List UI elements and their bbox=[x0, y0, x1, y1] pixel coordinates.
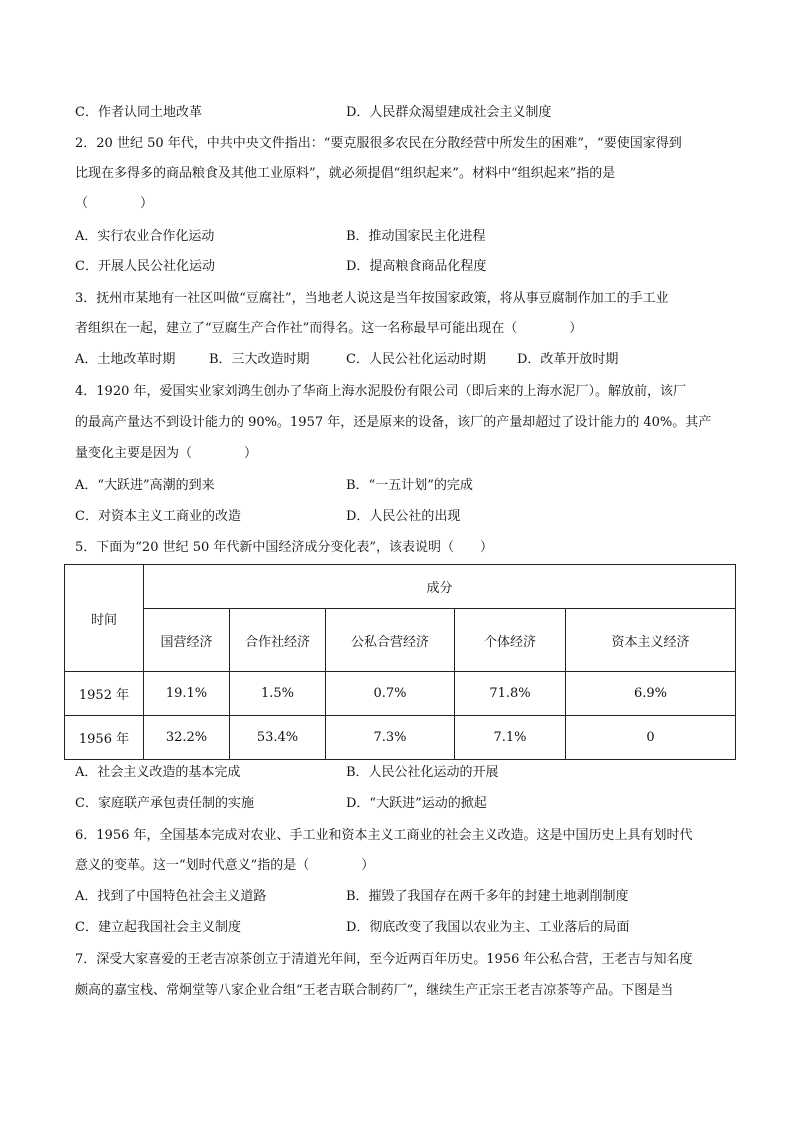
table-cell-year: 1952 年 bbox=[65, 672, 144, 716]
table-cell: 6.9% bbox=[566, 672, 736, 716]
q4-option-a: A．“大跃进”高潮的到来 bbox=[75, 478, 215, 493]
q2-stem-line2: 比现在多得多的商品粮食及其他工业原料”，就必须提倡“组织起来”。材料中“组织起来”指的是 bbox=[75, 166, 616, 181]
table-header-group: 成分 bbox=[144, 565, 736, 609]
table-col-header: 国营经济 bbox=[144, 609, 230, 672]
table-row bbox=[65, 672, 736, 716]
table-cell-year: 1956 年 bbox=[65, 716, 144, 760]
q1-option-c: C．作者认同土地改革 bbox=[75, 105, 202, 120]
q5-option-c: C．家庭联产承包责任制的实施 bbox=[75, 796, 254, 811]
q3-option-a: A．土地改革时期 bbox=[75, 352, 176, 367]
q3-option-c: C．人民公社化运动时期 bbox=[346, 352, 486, 367]
q2-option-a: A．实行农业合作化运动 bbox=[75, 229, 215, 244]
q2-option-c: C．开展人民公社化运动 bbox=[75, 259, 215, 274]
table-col-header: 资本主义经济 bbox=[566, 609, 736, 672]
table-row bbox=[65, 716, 736, 760]
q2-stem-line1: 2．20 世纪 50 年代，中共中央文件指出：“要克服很多农民在分散经营中所发生的困难”，“要使国家得到 bbox=[75, 136, 682, 151]
table-cell: 32.2% bbox=[144, 716, 230, 760]
table-cell: 71.8% bbox=[455, 672, 566, 716]
q6-stem-line1: 6．1956 年，全国基本完成对农业、手工业和资本主义工商业的社会主义改造。这是中国历史上具有划时代 bbox=[75, 828, 693, 843]
table-col-header: 个体经济 bbox=[455, 609, 566, 672]
table-cell: 0 bbox=[566, 716, 736, 760]
q3-option-d: D．改革开放时期 bbox=[517, 352, 619, 367]
economy-composition-table bbox=[64, 564, 736, 760]
q5-option-d: D．“大跃进”运动的掀起 bbox=[346, 796, 487, 811]
q6-option-a: A．找到了中国特色社会主义道路 bbox=[75, 889, 267, 904]
table-cell: 7.3% bbox=[326, 716, 455, 760]
q3-stem-line1: 3．抚州市某地有一社区叫做“豆腐社”，当地老人说这是当年按国家政策，将从事豆腐制作加工的手工业 bbox=[75, 291, 669, 306]
q3-option-b: B．三大改造时期 bbox=[209, 352, 310, 367]
table-col-header: 公私合营经济 bbox=[326, 609, 455, 672]
q6-stem-line2: 意义的变革。这一“划时代意义”指的是（ ） bbox=[75, 858, 375, 873]
table-cell: 0.7% bbox=[326, 672, 455, 716]
q6-option-c: C．建立起我国社会主义制度 bbox=[75, 920, 241, 935]
q7-stem-line1: 7．深受大家喜爱的王老吉凉茶创立于清道光年间，至今近两百年历史。1956 年公私合营，王老吉与知名度 bbox=[75, 952, 693, 967]
q1-option-d: D．人民群众渴望建成社会主义制度 bbox=[346, 105, 552, 120]
table-header-time: 时间 bbox=[65, 565, 144, 672]
q4-stem-line3: 量变化主要是因为（ ） bbox=[75, 446, 258, 461]
q5-option-a: A．社会主义改造的基本完成 bbox=[75, 765, 241, 780]
q2-answer-blank: （ ） bbox=[75, 196, 154, 211]
q6-option-d: D．彻底改变了我国以农业为主、工业落后的局面 bbox=[346, 920, 630, 935]
table-cell: 7.1% bbox=[455, 716, 566, 760]
q7-stem-line2: 颇高的嘉宝栈、常炯堂等八家企业合组“王老吉联合制药厂”，继续生产正宗王老吉凉茶等产品。下图是当 bbox=[75, 983, 674, 998]
q4-stem-line2: 的最高产量达不到设计能力的 90%。1957 年，还是原来的设备，该厂的产量却超过了设计能力的 40%。其产 bbox=[75, 415, 712, 430]
q3-stem-line2: 者组织在一起，建立了“豆腐生产合作社”而得名。这一名称最早可能出现在（ ） bbox=[75, 321, 583, 336]
table-cell: 53.4% bbox=[230, 716, 326, 760]
q2-option-b: B．推动国家民主化进程 bbox=[346, 229, 486, 244]
q2-option-d: D．提高粮食商品化程度 bbox=[346, 259, 487, 274]
q4-option-c: C．对资本主义工商业的改造 bbox=[75, 509, 241, 524]
table-cell: 19.1% bbox=[144, 672, 230, 716]
q5-option-b: B．人民公社化运动的开展 bbox=[346, 765, 499, 780]
q4-option-b: B．“一五计划”的完成 bbox=[346, 478, 473, 493]
q4-option-d: D．人民公社的出现 bbox=[346, 509, 461, 524]
q5-stem-line1: 5．下面为“20 世纪 50 年代新中国经济成分变化表”，该表说明（ ） bbox=[75, 540, 494, 555]
table-cell: 1.5% bbox=[230, 672, 326, 716]
table-col-header: 合作社经济 bbox=[230, 609, 326, 672]
q6-option-b: B．摧毁了我国存在两千多年的封建土地剥削制度 bbox=[346, 889, 629, 904]
q4-stem-line1: 4．1920 年，爱国实业家刘鸿生创办了华商上海水泥股份有限公司（即后来的上海水泥厂）。解放前，该厂 bbox=[75, 384, 686, 399]
